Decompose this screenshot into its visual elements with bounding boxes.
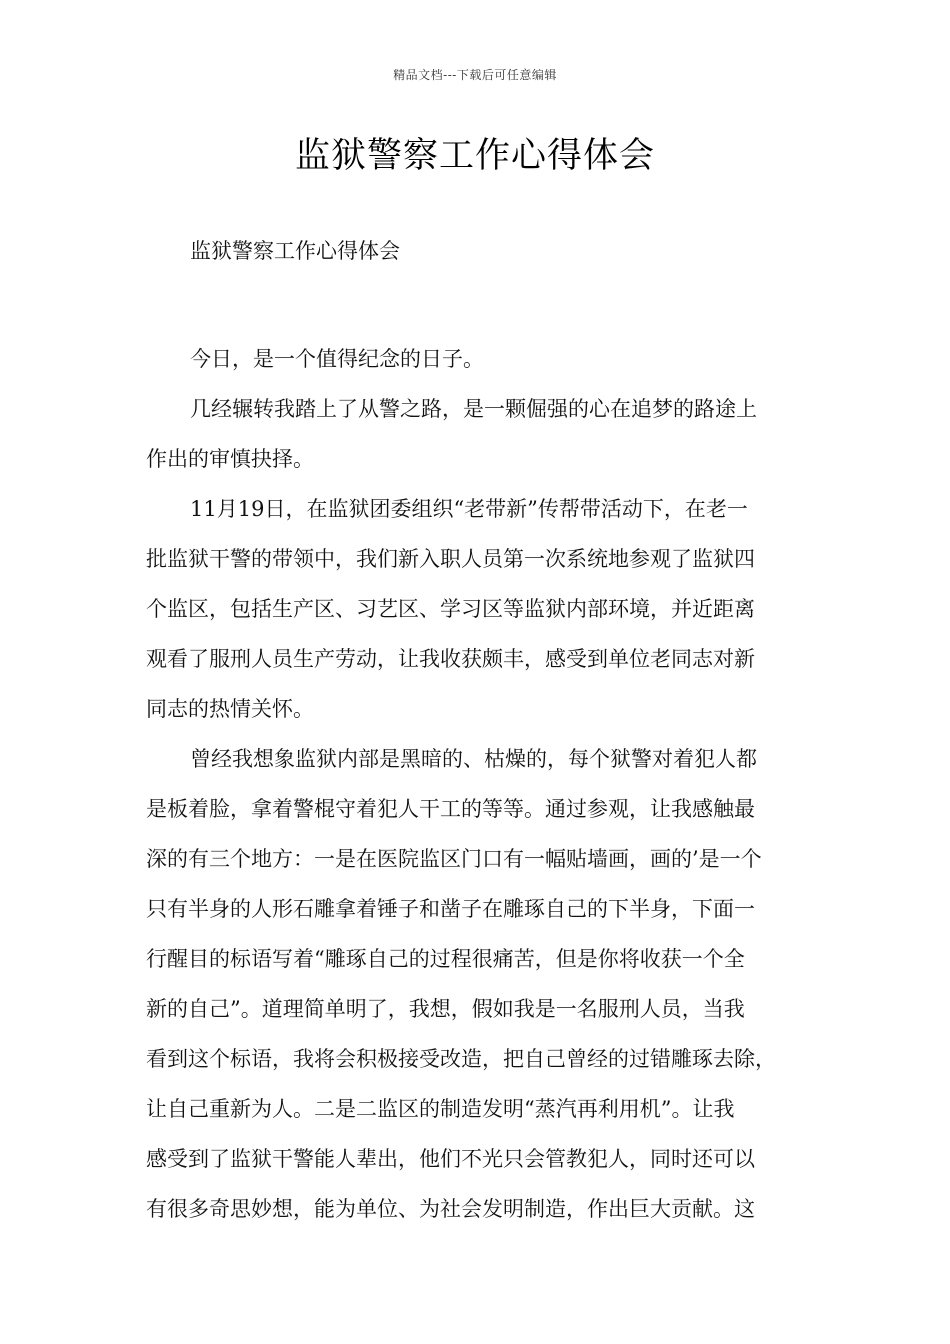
text-line: 今日，是一个值得纪念的日子。 <box>190 347 484 371</box>
text-line: 让自己重新为人。二是二监区的制造发明“蒸汽再利用机”。让我 <box>146 1097 735 1121</box>
text-line: 有很多奇思妙想，能为单位、为社会发明制造，作出巨大贡献。这 <box>146 1197 755 1221</box>
text-line: 感受到了监狱干警能人辈出，他们不光只会管教犯人，同时还可以 <box>146 1147 755 1171</box>
text-line: 几经辗转我踏上了从警之路，是一颗倔强的心在追梦的路途上 <box>190 397 757 421</box>
text-line: 批监狱干警的带领中，我们新入职人员第一次系统地参观了监狱四 <box>146 547 755 571</box>
paragraph <box>146 734 812 1234</box>
body-text <box>146 334 812 1234</box>
header-note: 精品文档---下载后可任意编辑 <box>393 68 557 82</box>
text-line: 观看了服刑人员生产劳动，让我收获颇丰，感受到单位老同志对新 <box>146 647 755 671</box>
text-line: 行醒目的标语写着“雕琢自己的过程很痛苦，但是你将收获一个全 <box>146 947 745 971</box>
text-line: 是板着脸，拿着警棍守着犯人干工的等等。通过参观，让我感触最 <box>146 797 755 821</box>
document-title: 监狱警察工作心得体会 <box>294 136 655 176</box>
text-line: 深的有三个地方：一是在医院监区门口有一幅贴墙画，画的’是一个 <box>146 847 762 871</box>
text-line: 11月19日，在监狱团委组织“老带新”传帮带活动下，在老一 <box>190 497 748 521</box>
text-line: 看到这个标语，我将会积极接受改造，把自己曾经的过错雕琢去除， <box>146 1047 776 1071</box>
text-line: 同志的热情关怀。 <box>146 697 314 721</box>
paragraph <box>146 484 812 734</box>
text-line: 曾经我想象监狱内部是黑暗的、枯燥的，每个狱警对着犯人都 <box>190 747 757 771</box>
text-line: 作出的审慎抉择。 <box>146 447 314 471</box>
paragraph <box>146 384 812 484</box>
document-subtitle: 监狱警察工作心得体会 <box>190 239 400 263</box>
paragraph <box>146 334 812 384</box>
text-line: 新的自己”。道理简单明了，我想，假如我是一名服刑人员，当我 <box>146 997 745 1021</box>
text-line: 只有半身的人形石雕拿着锤子和凿子在雕琢自己的下半身，下面一 <box>146 897 755 921</box>
text-line: 个监区，包括生产区、习艺区、学习区等监狱内部环境，并近距离 <box>146 597 755 621</box>
